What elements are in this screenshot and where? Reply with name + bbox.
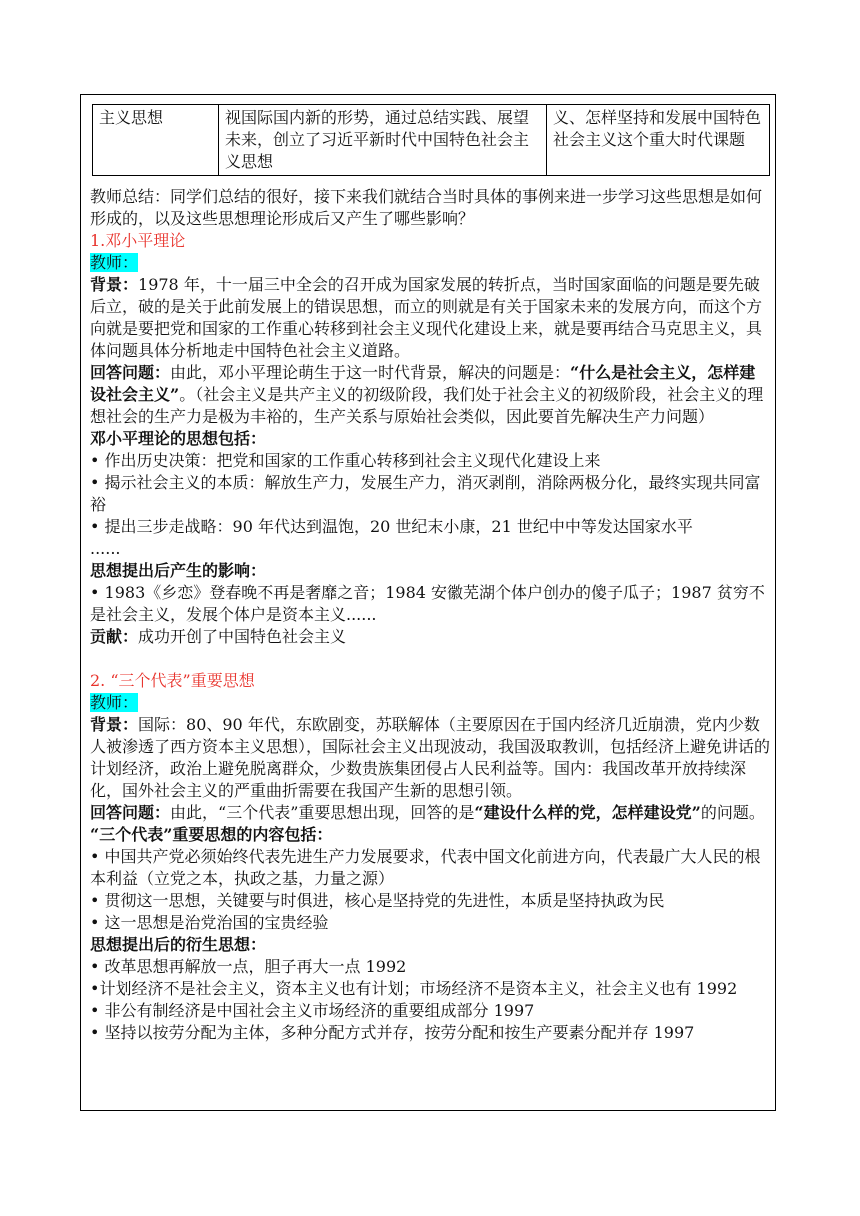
list-item: • 贯彻这一思想，关键要与时俱进，核心是坚持党的先进性，本质是坚持执政为民	[90, 891, 665, 910]
list-item: • 坚持以按劳分配为主体，多种分配方式并存，按劳分配和按生产要素分配并存 1997	[90, 1023, 695, 1042]
list-item: • 中国共产党必须始终代表先进生产力发展要求，代表中国文化前进方向，代表最广大人民的根本利益（立党之本，执政之基，力量之源）	[90, 847, 761, 888]
lesson-content	[90, 186, 770, 1044]
section1-heading: 1.邓小平理论	[90, 231, 186, 250]
summary-table	[92, 104, 770, 176]
table-cell-background: 视国际国内新的形势，通过总结实践、展望未来，创立了习近平新时代中国特色社会主义思想	[219, 105, 547, 176]
background-label: 背景：	[90, 715, 139, 734]
section1-impact-label: 思想提出后产生的影响：	[90, 561, 267, 580]
contribution-label: 贡献：	[90, 627, 139, 646]
ellipsis: ......	[90, 539, 121, 558]
teacher-label: 教师：	[90, 693, 139, 712]
section1-answer: 回答问题：由此，邓小平理论萌生于这一时代背景，解决的问题是：“什么是社会主义，怎样建设社会主义”。（社会主义是共产主义的初级阶段，我们处于社会主义的初级阶段，社会主义的理想社会的生产力是极为丰裕的，生产关系与原始社会类似，因此要首先解决生产力问题）	[90, 363, 764, 426]
section1-content-label: 邓小平理论的思想包括：	[90, 429, 267, 448]
section1-impact: • 1983《乡恋》登春晚不再是奢靡之音；1984 安徽芜湖个体户创办的傻子瓜子；1987 贫穷不是社会主义，发展个体户是资本主义......	[90, 583, 765, 624]
answer-label: 回答问题：	[90, 803, 171, 822]
background-label: 背景：	[90, 275, 139, 294]
list-item: • 非公有制经济是中国社会主义市场经济的重要组成部分 1997	[90, 1001, 535, 1020]
list-item: • 提出三步走战略：90 年代达到温饱，20 世纪末小康，21 世纪中中等发达国家水平	[90, 517, 693, 536]
section2-background: 背景：国际：80、90 年代，东欧剧变，苏联解体（主要原因在于国内经济几近崩溃，党内少数人被渗透了西方资本主义思想），国际社会主义出现波动，我国汲取教训，包括经济上避免讲话的计划经济，政治上避免脱离群众，少数贵族集团侵占人民利益等。国内：我国改革开放持续深化，国外社会主义的严重曲折需要在我国产生新的思想引领。	[90, 715, 771, 800]
answer-label: 回答问题：	[90, 363, 171, 382]
list-item: •计划经济不是社会主义，资本主义也有计划；市场经济不是资本主义，社会主义也有 1992	[90, 979, 738, 998]
list-item: • 改革思想再解放一点，胆子再大一点 1992	[90, 957, 407, 976]
table-cell-question: 义、怎样坚持和发展中国特色社会主义这个重大时代课题	[547, 105, 770, 176]
list-item: • 这一思想是治党治国的宝贵经验	[90, 913, 329, 932]
section2-content-label: “三个代表”重要思想的内容包括：	[90, 825, 333, 844]
table-cell-theory: 主义思想	[93, 105, 219, 176]
section1-contribution: 贡献：成功开创了中国特色社会主义	[90, 627, 347, 646]
list-item: • 作出历史决策：把党和国家的工作重心转移到社会主义现代化建设上来	[90, 451, 601, 470]
section2-derived-label: 思想提出后的衍生思想：	[90, 935, 267, 954]
teacher-label: 教师：	[90, 253, 139, 272]
section1-background: 背景：1978 年，十一届三中全会的召开成为国家发展的转折点，当时国家面临的问题是要先破后立，破的是关于此前发展上的错误思想，而立的则就是有关于国家未来的发展方向，而这个方向就是要把党和国家的工作重心转移到社会主义现代化建设上来，就是要再结合马克思主义，具体问题具体分析地走中国特色社会主义道路。	[90, 275, 763, 360]
table-row	[93, 105, 770, 176]
teacher-summary: 教师总结：同学们总结的很好，接下来我们就结合当时具体的事例来进一步学习这些思想是如何形成的，以及这些思想理论形成后又产生了哪些影响？	[90, 187, 763, 228]
section2-answer: 回答问题：由此，“三个代表”重要思想出现，回答的是“建设什么样的党，怎样建设党”的问题。	[90, 803, 765, 822]
section2-heading: 2. “三个代表”重要思想	[90, 671, 255, 690]
list-item: • 揭示社会主义的本质：解放生产力，发展生产力，消灭剥削，消除两极分化，最终实现共同富裕	[90, 473, 761, 514]
